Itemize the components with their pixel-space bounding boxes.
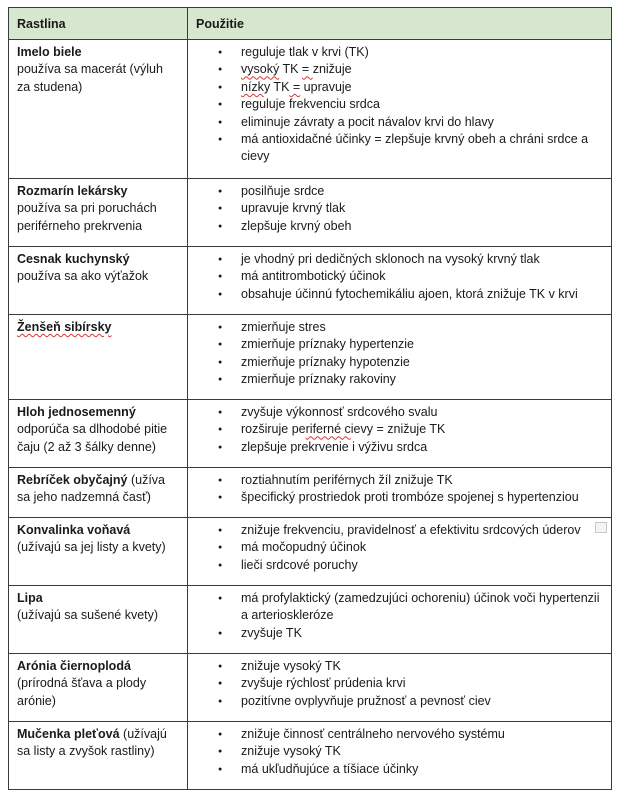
usage-item: ● vysoký TK = znižuje — [196, 61, 603, 78]
usage-list — [196, 44, 603, 166]
table-row — [9, 468, 612, 518]
usage-item: ● obsahuje účinnú fytochemikáliu ajoen, ktorá znižuje TK v krvi — [196, 286, 603, 303]
usage-item: ● znižuje činnosť centrálneho nervového systému — [196, 726, 603, 743]
usage-cell — [188, 586, 612, 654]
usage-item: ● má profylaktický (zamedzujúci ochoreniu) účinok voči hypertenzii a arterioskleróze — [196, 590, 603, 625]
usage-item: ● zvyšuje rýchlosť prúdenia krvi — [196, 675, 603, 692]
plant-name: Hloh jednosemenný — [17, 405, 136, 419]
plant-cell — [9, 40, 188, 179]
usage-item: ● zlepšuje krvný obeh — [196, 218, 603, 235]
plant-note: používa sa pri poruchách periférneho prekrvenia — [17, 201, 157, 233]
plant-cell — [9, 247, 188, 315]
plant-name: Rozmarín lekársky — [17, 184, 128, 198]
usage-item: ● posilňuje srdce — [196, 183, 603, 200]
usage-item: ● eliminuje závraty a pocit návalov krvi do hlavy — [196, 114, 603, 131]
usage-cell — [188, 40, 612, 179]
plant-note: používa sa ako výťažok — [17, 269, 149, 284]
table-row — [9, 586, 612, 654]
plant-cell — [9, 400, 188, 468]
plant-name: Arónia čiernoplodá — [17, 659, 131, 673]
usage-item: ● znižuje vysoký TK — [196, 658, 603, 675]
plant-cell — [9, 468, 188, 518]
usage-item: ● špecifický prostriedok proti trombóze spojenej s hypertenziou — [196, 489, 603, 506]
plant-name: Konvalinka voňavá — [17, 523, 131, 537]
plant-cell — [9, 586, 188, 654]
header-plant: Rastlina — [9, 8, 188, 40]
plant-cell — [9, 518, 188, 586]
usage-cell — [188, 468, 612, 518]
plant-note: (užívajú sa jej listy a kvety) — [17, 540, 166, 555]
usage-list — [196, 658, 603, 710]
header-usage: Použitie — [188, 8, 612, 40]
usage-list — [196, 472, 603, 507]
usage-item: ● zmierňuje stres — [196, 319, 603, 336]
usage-item: ● lieči srdcové poruchy — [196, 557, 603, 574]
table-row — [9, 179, 612, 247]
plant-cell — [9, 315, 188, 400]
usage-item: ● má antitrombotický účinok — [196, 268, 603, 285]
row-options-marker[interactable] — [595, 522, 607, 533]
plant-note: (užívajú sa sušené kvety) — [17, 608, 159, 623]
plant-note: (prírodná šťava a plody arónie) — [17, 676, 147, 708]
plant-name: Rebríček obyčajný — [17, 473, 128, 487]
usage-item: ● pozitívne ovplyvňuje pružnosť a pevnosť ciev — [196, 693, 603, 710]
plant-cell — [9, 722, 188, 790]
plant-name: Cesnak kuchynský — [17, 252, 130, 266]
usage-item: ● zmierňuje príznaky hypertenzie — [196, 336, 603, 353]
usage-list — [196, 590, 603, 642]
usage-cell — [188, 400, 612, 468]
usage-cell — [188, 179, 612, 247]
usage-item: ● zvyšuje výkonnosť srdcového svalu — [196, 404, 603, 421]
usage-item: ● znižuje vysoký TK — [196, 743, 603, 760]
usage-item: ● reguluje frekvenciu srdca — [196, 96, 603, 113]
usage-item: ● znižuje frekvenciu, pravidelnosť a efektivitu srdcových úderov — [196, 522, 603, 539]
usage-item: ● zlepšuje prekrvenie i výživu srdca — [196, 439, 603, 456]
plant-cell — [9, 179, 188, 247]
usage-item: ● je vhodný pri dedičných sklonoch na vysoký krvný tlak — [196, 251, 603, 268]
plant-note: odporúča sa dlhodobé pitie čaju (2 až 3 šálky denne) — [17, 422, 168, 454]
usage-list — [196, 251, 603, 303]
usage-item: ● rozširuje periferné cievy = znižuje TK — [196, 421, 603, 438]
usage-item: ● upravuje krvný tlak — [196, 200, 603, 217]
usage-item: ● zmierňuje príznaky hypotenzie — [196, 354, 603, 371]
usage-cell — [188, 654, 612, 722]
usage-cell — [188, 247, 612, 315]
usage-item: ● zvyšuje TK — [196, 625, 603, 642]
usage-cell — [188, 722, 612, 790]
usage-cell — [188, 518, 612, 586]
usage-item: ● má ukľudňujúce a tíšiace účinky — [196, 761, 603, 778]
plant-note: (užívajú sa listy a zvyšok rastliny) — [17, 727, 167, 759]
usage-item: ● zmierňuje príznaky rakoviny — [196, 371, 603, 388]
table-header-row — [9, 8, 612, 40]
plant-name: Imelo biele — [17, 45, 82, 59]
usage-list — [196, 522, 603, 574]
plant-name: Lipa — [17, 591, 43, 605]
usage-item: ● reguluje tlak v krvi (TK) — [196, 44, 603, 61]
table-row — [9, 247, 612, 315]
plant-name: Ženšeň sibírsky — [17, 320, 112, 334]
usage-item: ● roztiahnutím periférnych žíl znižuje TK — [196, 472, 603, 489]
table-row — [9, 722, 612, 790]
usage-list — [196, 726, 603, 778]
usage-cell — [188, 315, 612, 400]
usage-item: ● má močopudný účinok — [196, 539, 603, 556]
table-row — [9, 315, 612, 400]
plant-note: používa sa macerát (výluh za studena) — [17, 62, 163, 94]
table-row — [9, 654, 612, 722]
plants-table — [8, 7, 612, 790]
plant-note: (užíva sa jeho nadzemná časť) — [17, 473, 165, 505]
usage-item: ● nízky TK = upravuje — [196, 79, 603, 96]
plant-cell — [9, 654, 188, 722]
table-row — [9, 40, 612, 179]
usage-list — [196, 404, 603, 456]
plant-name: Mučenka pleťová — [17, 727, 120, 741]
table-row — [9, 400, 612, 468]
table-body — [9, 40, 612, 790]
usage-item: ● má antioxidačné účinky = zlepšuje krvný obeh a chráni srdce a cievy — [196, 131, 603, 166]
usage-list — [196, 319, 603, 389]
table-row — [9, 518, 612, 586]
usage-list — [196, 183, 603, 235]
